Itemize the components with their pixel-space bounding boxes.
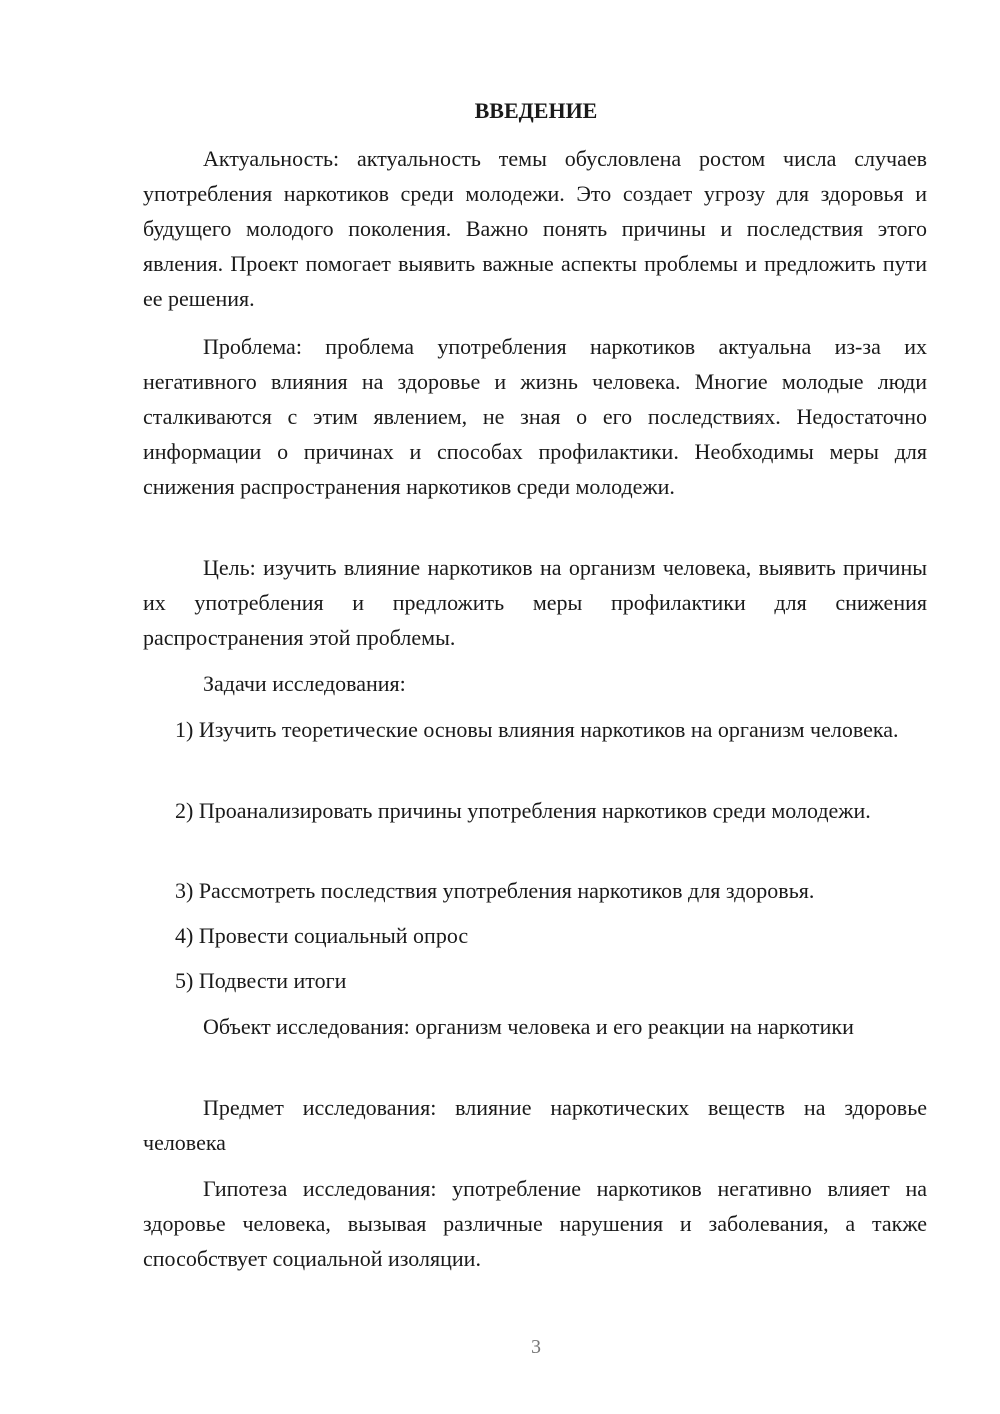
task-item-3: 3) Рассмотреть последствия употребления наркотиков для здоровья. (175, 878, 815, 903)
tasks-heading: Задачи исследования: (203, 671, 406, 696)
hypothesis-paragraph: Гипотеза исследования: употребление наркотиков негативно влияет на здоровье человека, вызывая различные нарушения и заболевания, а также способствует социальной изоляции. (143, 1176, 927, 1271)
subject-paragraph: Предмет исследования: влияние наркотических веществ на здоровье человека (143, 1095, 927, 1155)
page-number: 3 (531, 1336, 541, 1358)
problem-paragraph: Проблема: проблема употребления наркотиков актуальна из-за их негативного влияния на здоровье и жизнь человека. Многие молодые люди сталкиваются с этим явлением, не зная о его последствиях. Недостаточно информации о причинах и способах профилактики. Необходимы меры для снижения распространения наркотиков среди молодежи. (143, 334, 927, 499)
relevance-paragraph: Актуальность: актуальность темы обусловлена ростом числа случаев употребления наркотиков среди молодежи. Это создает угрозу для здоровья и будущего молодого поколения. Важно понять причины и последствия этого явления. Проект помогает выявить важные аспекты проблемы и предложить пути ее решения. (143, 146, 927, 311)
page-title: ВВЕДЕНИЕ (474, 98, 598, 123)
task-item-5: 5) Подвести итоги (175, 968, 347, 993)
task-item-2: 2) Проанализировать причины употребления наркотиков среди молодежи. (175, 798, 871, 823)
object-paragraph: Объект исследования: организм человека и его реакции на наркотики (203, 1014, 854, 1039)
goal-paragraph: Цель: изучить влияние наркотиков на организм человека, выявить причины их употребления и предложить меры профилактики для снижения распространения этой проблемы. (143, 555, 927, 650)
task-item-4: 4) Провести социальный опрос (175, 923, 469, 948)
task-item-1: 1) Изучить теоретические основы влияния наркотиков на организм человека. (175, 717, 899, 742)
